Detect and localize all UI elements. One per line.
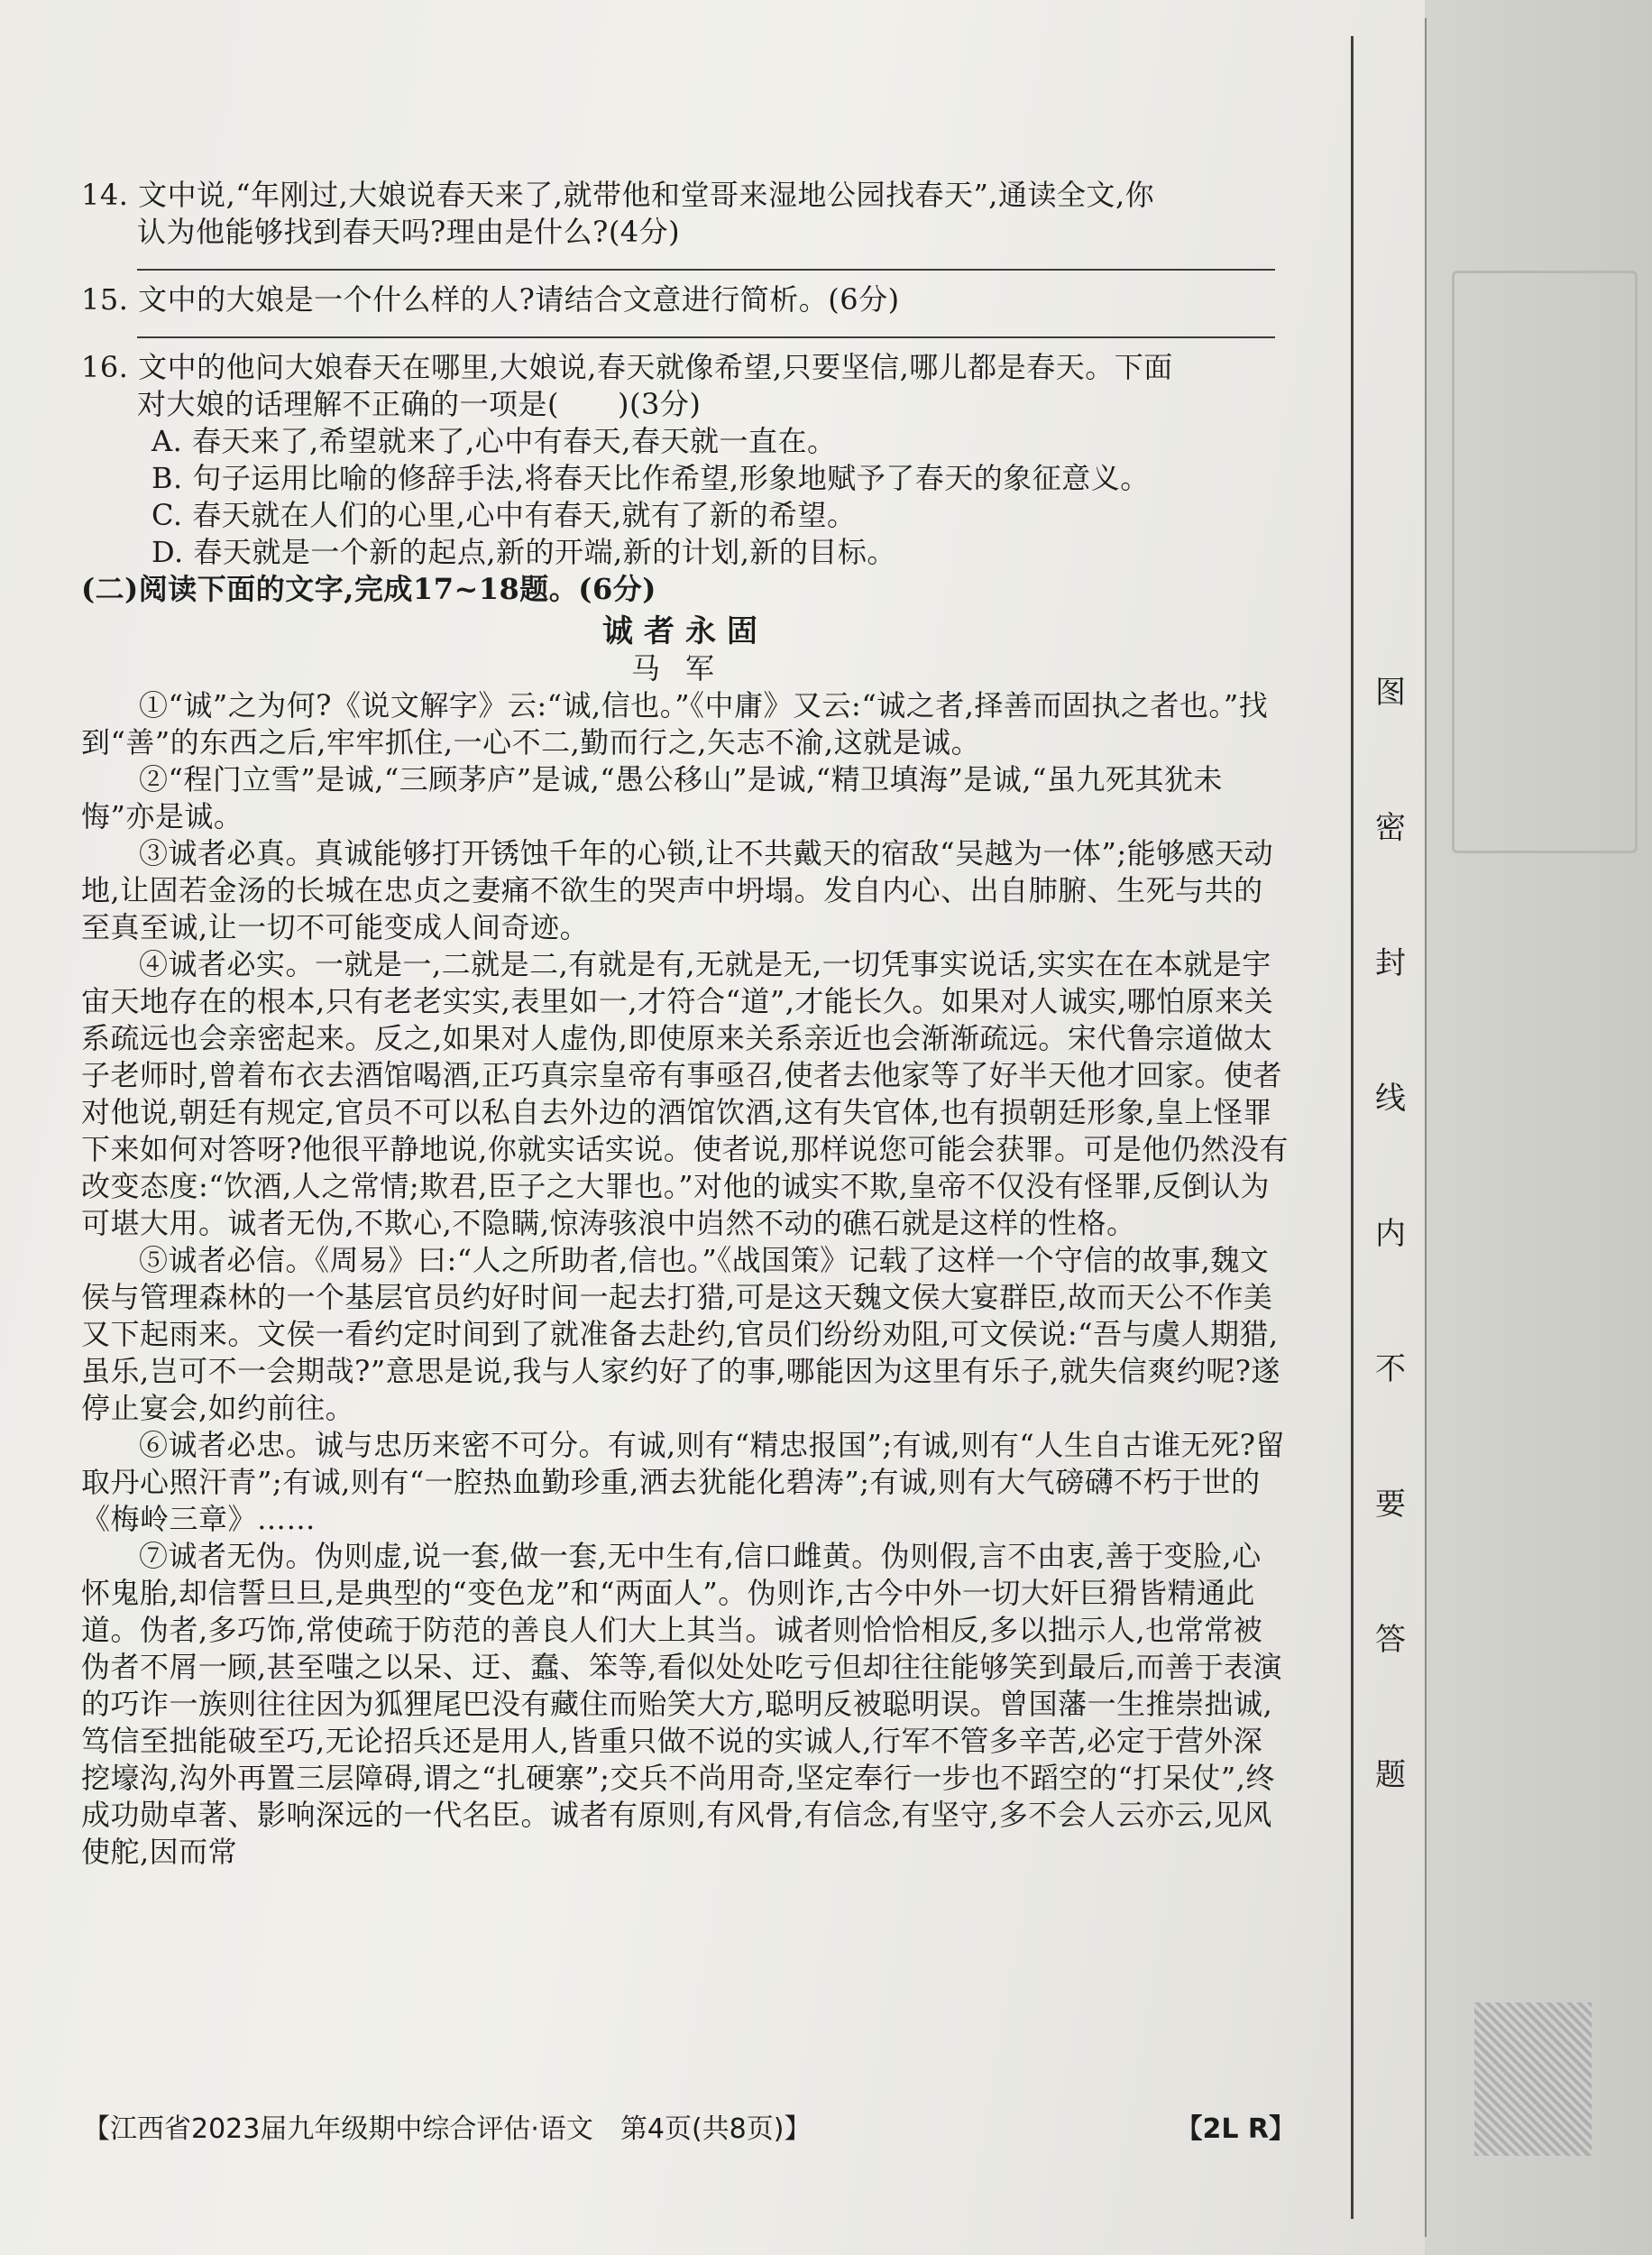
- question-16: 16. 文中的他问大娘春天在哪里,大娘说,春天就像希望,只要坚信,哪儿都是春天。下面: [81, 350, 1173, 384]
- section-heading: (二)阅读下面的文字,完成17~18题。(6分): [81, 572, 656, 606]
- option-a: A. 春天来了,希望就来了,心中有春天,春天就一直在。: [151, 424, 837, 458]
- qr-code: [1474, 2002, 1592, 2156]
- paragraph-5: ⑤诚者必信。《周易》曰:“人之所助者,信也。”《战国策》记载了这样一个守信的故事,魏文侯与管理森林的一个基层官员约好时间一起去打猎,可是这天魏文侯大宴群臣,故而天公不作美又下起雨来。文侯一看约定时间到了就准备去赴约,官员们纷纷劝阻,可文侯说:“吾与虞人期猎,虽乐,岂可不一会期哉?”意思是说,我与人家约好了的事,哪能因为这里有乐子,就失信爽约呢?遂停止宴会,如约前往。: [81, 1243, 1280, 1425]
- paragraph-6: ⑥诚者必忠。诚与忠历来密不可分。有诚,则有“精忠报国”;有诚,则有“人生自古谁无死?留取丹心照汗青”;有诚,则有“一腔热血勤珍重,洒去犹能化碧涛”;有诚,则有大气磅礴不朽于世的《梅岭三章》……: [81, 1428, 1285, 1536]
- paragraph-3: ③诚者必真。真诚能够打开锈蚀千年的心锁,让不共戴天的宿敌“吴越为一体”;能够感天动地,让固若金汤的长城在忠贞之妻痛不欲生的哭声中坍塌。发自内心、出自肺腑、生死与共的至真至诚,让一切不可能变成人间奇迹。: [81, 836, 1274, 944]
- binding-line-2: [1425, 18, 1427, 2237]
- footer-info: 【江西省2023届九年级期中综合评估·语文 第4页(共8页)】: [83, 2113, 812, 2145]
- footer-code: 【2L R】: [1175, 2113, 1296, 2145]
- paragraph-4: ④诚者必实。一就是一,二就是二,有就是有,无就是无,一切凭事实说话,实实在在本就是宇宙天地存在的根本,只有老老实实,表里如一,才符合“道”,才能长久。如果对人诚实,哪怕原来关系疏远也会亲密起来。反之,如果对人虚伪,即使原来关系亲近也会渐渐疏远。宋代鲁宗道做太子老师时,曾着布衣去酒馆喝酒,正巧真宗皇帝有事亟召,使者去他家等了好半天他才回家。使者对他说,朝廷有规定,官员不可以私自去外边的酒馆饮酒,这有失官体,也有损朝廷形象,皇上怪罪下来如何对答呀?他很平静地说,你就实话实说。使者说,那样说您可能会获罪。可是他仍然没有改变态度:“饮酒,人之常情;欺君,臣子之大罪也。”对他的诚实不欺,皇帝不仅没有怪罪,反倒认为可堪大用。诚者无伪,不欺心,不隐瞒,惊涛骇浪中岿然不动的礁石就是这样的性格。: [81, 947, 1289, 1240]
- article-author: 马军: [630, 651, 739, 686]
- seal-line-text: 图 密 封 线 内 不 要 答 题: [1375, 675, 1406, 1793]
- binding-line: [1351, 36, 1354, 2219]
- paragraph-1: ①“诚”之为何?《说文解字》云:“诚,信也。”《中庸》又云:“诚之者,择善而固执之者也。”找到“善”的东西之后,牢牢抓住,一心不二,勤而行之,矢志不渝,这就是诚。: [81, 688, 1269, 759]
- question-15: 15. 文中的大娘是一个什么样的人?请结合文意进行简析。(6分): [81, 282, 900, 317]
- page-content: 14. 文中说,“年刚过,大娘说春天来了,就带他和堂哥来湿地公园找春天”,通读全文,你 认为他能够找到春天吗?理由是什么?(4分) 15. 文中的大娘是一个什么样的人?请结合文意进行简析。(6分) 16. 文中的他问大娘春天在哪里,大娘说,春天就像希望,只要坚信,哪儿都是春天。下面 对大娘的话理解不正确的一项是( )(3分) A. 春天来了,希望就来了,心中有春天,春天就一直在。 B. 句子运用比喻的修辞手法,将春天比作希望,形象地赋予了春天的象征意义。 C. 春天就在人们的心里,心中有春天,就有了新的希望。 D. 春天就是一个新的起点,新的开端,新的计划,新的目标。 (二)阅读下面的文字,完成17~18题。(6分) 诚者永固 马军 ①“诚”之为何?《说文解字》云:“诚,信也。”《中庸》又云:“诚之者,择善而固执之者也。”找到“善”的东西之后,牢牢抓住,一心不二,勤而行之,矢志不渝,这就是诚。 ②“程门立雪”是诚,“三顾茅庐”是诚,“愚公移山”是诚,“精卫填海”是诚,“虽九死其犹未悔”亦是诚。 ③诚者必真。真诚能够打开锈蚀千年的心锁,让不共戴天的宿敌“吴越为一体”;能够感天动地,让固若金汤的长城在忠贞之妻痛不欲生的哭声中坍塌。发自内心、出自肺腑、生死与共的至真至诚,让一切不可能变成人间奇迹。 ④诚者必实。一就是一,二就是二,有就是有,无就是无,一切凭事实说话,实实在在本就是宇宙天地存在的根本,只有老老实实,表里如一,才符合“道”,才能长久。如果对人诚实,哪怕原来关系疏远也会亲密起来。反之,如果对人虚伪,即使原来关系亲近也会渐渐疏远。宋代鲁宗道做太子老师时,曾着布衣去酒馆喝酒,正巧真宗皇帝有事亟召,使者去他家等了好半天他才回家。使者对他说,朝廷有规定,官员不可以私自去外边的酒馆饮酒,这有失官体,也有损朝廷形象,皇上怪罪下来如何对答呀?他很平静地说,你就实话实说。使者说,那样说您可能会获罪。可是他仍然没有改变态度:“饮酒,人之常情;欺君,臣子之大罪也。”对他的诚实不欺,皇帝不仅没有怪罪,反倒认为可堪大用。诚者无伪,不欺心,不隐瞒,惊涛骇浪中岿然不动的礁石就是这样的性格。 ⑤诚者必信。《周易》曰:“人之所助者,信也。”《战国策》记载了这样一个守信的故事,魏文侯与管理森林的一个基层官员约好时间一起去打猎,可是这天魏文侯大宴群臣,故而天公不作美又下起雨来。文侯一看约定时间到了就准备去赴约,官员们纷纷劝阻,可文侯说:“吾与虞人期猎,虽乐,岂可不一会期哉?”意思是说,我与人家约好了的事,哪能因为这里有乐子,就失信爽约呢?遂停止宴会,如约前往。 ⑥诚者必忠。诚与忠历来密不可分。有诚,则有“精忠报国”;有诚,则有“人生自古谁无死?留取丹心照汗青”;有诚,则有“一腔热血勤珍重,洒去犹能化碧涛”;有诚,则有大气磅礴不朽于世的《梅岭三章》…… ⑦诚者无伪。伪则虚,说一套,做一套,无中生有,信口雌黄。伪则假,言不由衷,善于变脸,心怀鬼胎,却信誓旦旦,是典型的“变色龙”和“两面人”。伪则诈,古今中外一切大奸巨猾皆精通此道。伪者,多巧饰,常使疏于防范的善良人们大上其当。诚者则恰恰相反,多以拙示人,也常常被伪者不屑一顾,甚至嗤之以呆、迂、蠢、笨等,看似处处吃亏但却往往能够笑到最后,而善于表演的巧诈一族则往往因为狐狸尾巴没有藏住而贻笑大方,聪明反被聪明误。曾国藩一生推崇拙诚,笃信至拙能破至巧,无论招兵还是用人,皆重只做不说的实诚人,行军不管多辛苦,必定于营外深挖壕沟,沟外再置三层障碍,谓之“扎硬寨”;交兵不尚用奇,坚定奉行一步也不蹈空的“打呆仗”,终成功勋卓著、影响深远的一代名臣。诚者有原则,有风骨,有信念,有坚守,多不会人云亦云,见风使舵,因而常: [81, 178, 1289, 1869]
- page-footer: [83, 2106, 1296, 2146]
- paragraph-7: ⑦诚者无伪。伪则虚,说一套,做一套,无中生有,信口雌黄。伪则假,言不由衷,善于变脸,心怀鬼胎,却信誓旦旦,是典型的“变色龙”和“两面人”。伪则诈,古今中外一切大奸巨猾皆精通此道。伪者,多巧饰,常使疏于防范的善良人们大上其当。诚者则恰恰相反,多以拙示人,也常常被伪者不屑一顾,甚至嗤之以呆、迂、蠢、笨等,看似处处吃亏但却往往能够笑到最后,而善于表演的巧诈一族则往往因为狐狸尾巴没有藏住而贻笑大方,聪明反被聪明误。曾国藩一生推崇拙诚,笃信至拙能破至巧,无论招兵还是用人,皆重只做不说的实诚人,行军不管多辛苦,必定于营外深挖壕沟,沟外再置三层障碍,谓之“扎硬寨”;交兵不尚用奇,坚定奉行一步也不蹈空的“打呆仗”,终成功勋卓著、影响深远的一代名臣。诚者有原则,有风骨,有信念,有坚守,多不会人云亦云,见风使舵,因而常: [81, 1539, 1283, 1869]
- paragraph-2: ②“程门立雪”是诚,“三顾茅庐”是诚,“愚公移山”是诚,“精卫填海”是诚,“虽九死其犹未悔”亦是诚。: [81, 762, 1223, 833]
- answer-line[interactable]: [137, 336, 1275, 338]
- option-c: C. 春天就在人们的心里,心中有春天,就有了新的希望。: [151, 498, 857, 532]
- stamp-box: [1452, 271, 1638, 853]
- answer-line[interactable]: [137, 269, 1275, 271]
- article-title: 诚者永固: [602, 613, 768, 649]
- option-b: B. 句子运用比喻的修辞手法,将春天比作希望,形象地赋予了春天的象征意义。: [151, 461, 1150, 495]
- question-14: 14. 文中说,“年刚过,大娘说春天来了,就带他和堂哥来湿地公园找春天”,通读全文,你: [81, 178, 1155, 212]
- option-d: D. 春天就是一个新的起点,新的开端,新的计划,新的目标。: [151, 535, 896, 569]
